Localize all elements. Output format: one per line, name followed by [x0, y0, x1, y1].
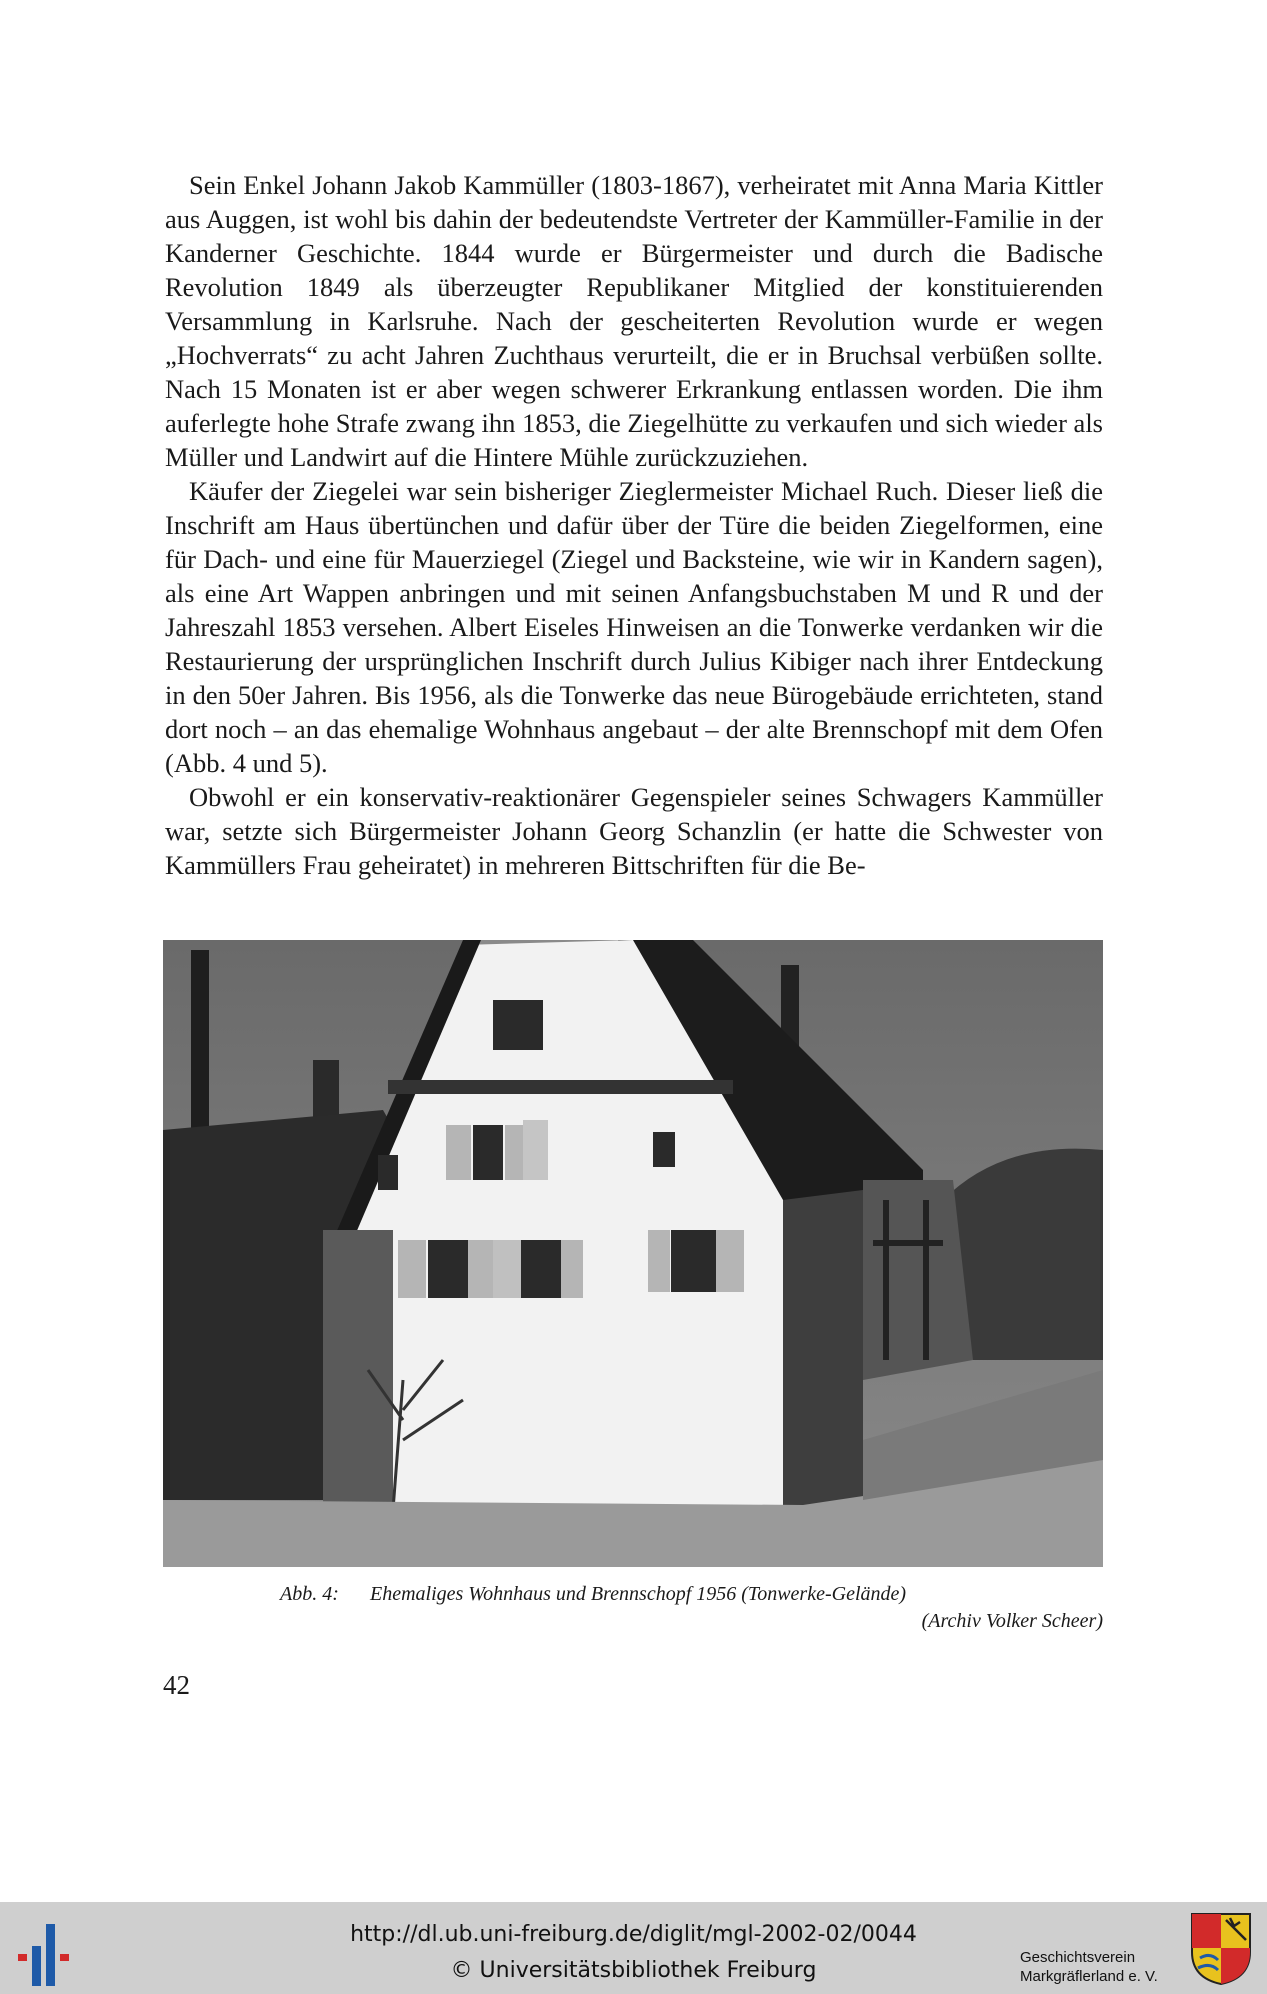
paragraph-3: Obwohl er ein konservativ-reaktionärer Gegenspieler seines Schwagers Kammüller war, setzte sich Bürgermeister Johann Georg Schanzlin (er hatte die Schwester von Kammüllers Frau geheiratet) in mehreren Bittschriften für die Be-	[165, 782, 1103, 880]
figure-caption-text: Ehemaliges Wohnhaus und Brennschopf 1956 (Tonwerke-Gelände)	[370, 1583, 907, 1605]
body-text	[165, 168, 1103, 882]
figure-credit: (Archiv Volker Scheer)	[921, 1610, 1103, 1632]
paragraph-1: Sein Enkel Johann Jakob Kammüller (1803-1867), verheiratet mit Anna Maria Kittler aus Auggen, ist wohl bis dahin der bedeutendste Vertreter der Kammüller-Familie in der Kanderner Geschichte. 1844 wurde er Bürgermeister und durch die Badische Revolution 1849 als überzeugter Republikaner Mitglied der konstituierenden Versammlung in Karlsruhe. Nach der gescheiterten Revolution wurde er wegen „Hochverrats“ zu acht Jahren Zuchthaus verurteilt, die er in Bruchsal verbüßen sollte. Nach 15 Monaten ist er aber wegen schwerer Erkrankung entlassen worden. Die ihm auferlegte hohe Strafe zwang ihn 1853, die Ziegelhütte zu verkaufen und sich wieder als Müller und Landwirt auf die Hintere Mühle zurückzuziehen.	[165, 170, 1103, 472]
figure-photo	[163, 940, 1103, 1567]
house-photo-image	[163, 940, 1103, 1567]
footer-bar	[0, 1902, 1267, 1994]
footer-copyright: © Universitätsbibliothek Freiburg	[450, 1958, 817, 1983]
figure-label: Abb. 4:	[280, 1583, 339, 1605]
page-number: 42	[163, 1670, 190, 1700]
markgraeflerland-crest-icon[interactable]	[1190, 1912, 1252, 1986]
society-line-1: Geschichtsverein	[1020, 1949, 1136, 1966]
society-line-2: Markgräflerland e. V.	[1020, 1968, 1158, 1985]
figure-caption	[280, 1580, 1103, 1608]
paragraph-2: Käufer der Ziegelei war sein bisheriger Zieglermeister Michael Ruch. Dieser ließ die Inschrift am Haus übertünchen und dafür über der Türe die beiden Ziegelformen, eine für Dach- und eine für Mauerziegel (Ziegel und Backsteine, wie wir in Kandern sagen), als eine Art Wappen anbringen und mit seinen Anfangsbuchstaben M und R und der Jahreszahl 1853 versehen. Albert Eiseles Hinweisen an die Tonwerke verdanken wir die Restaurierung der ursprünglichen Inschrift durch Julius Kibiger nach ihrer Entdeckung in den 50er Jahren. Bis 1956, als die Tonwerke das neue Bürogebäude errichteten, stand dort noch – an das ehemalige Wohnhaus angebaut – der alte Brennschopf mit dem Ofen (Abb. 4 und 5).	[165, 476, 1103, 778]
society-name	[1020, 1948, 1158, 1986]
footer-url-link[interactable]: http://dl.ub.uni-freiburg.de/diglit/mgl-2002-02/0044	[350, 1922, 917, 1947]
